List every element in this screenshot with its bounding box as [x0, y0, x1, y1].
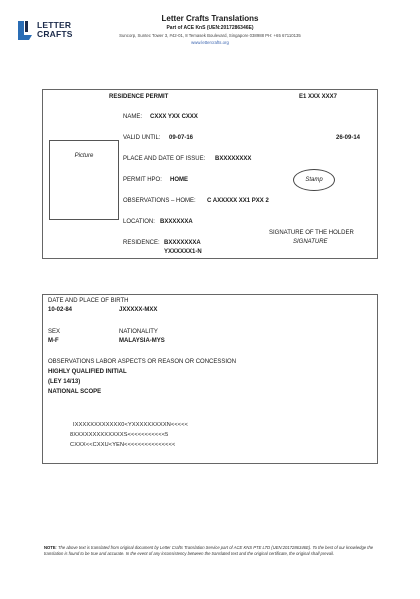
picture-label: Picture: [74, 153, 94, 159]
birth-place-value: JXXXXX-MXX: [119, 307, 158, 313]
logo-line-2: CRAFTS: [37, 29, 73, 39]
residence-value-line-2: YXXXXXX1-N: [164, 249, 202, 255]
logo-line-1: LETTER: [37, 20, 72, 30]
place-issue-value: BXXXXXXXX: [215, 156, 252, 162]
valid-until-label: VALID UNTIL:: [123, 135, 161, 141]
mrz-line-1: IXXXXXXXXXXXX0<YXXXXXXXXXN<<<<<: [73, 422, 189, 428]
sex-label: SEX: [48, 329, 61, 335]
translation-note: [44, 545, 380, 557]
sex-value: M-F: [48, 338, 59, 344]
residence-permit-front: [42, 89, 378, 259]
stamp-label: Stamp: [305, 177, 323, 183]
name-label: NAME:: [123, 114, 143, 120]
signature-value: SIGNATURE: [293, 239, 328, 245]
stamp-placeholder: [293, 169, 335, 191]
observations-line-2: (LEY 14/13): [48, 379, 81, 385]
permit-hpo-label: PERMIT HPO:: [123, 177, 162, 183]
signature-heading: SIGNATURE OF THE HOLDER: [269, 230, 354, 236]
company-subtitle: Part of ACE KnS (UEN:2017286346E): [166, 25, 254, 31]
location-value: BXXXXXXA: [160, 219, 193, 225]
mrz-line-2: 8XXXXXXXXXXXXXS<<<<<<<<<<<5: [70, 432, 169, 438]
residence-permit-back: [42, 294, 378, 464]
residence-label: RESIDENCE:: [123, 240, 160, 246]
company-website-link[interactable]: www.lettercrafts.org: [191, 40, 229, 45]
permit-hpo-value: HOME: [170, 177, 188, 183]
permit-heading: RESIDENCE PERMIT: [109, 94, 169, 100]
nationality-value: MALAYSIA-MYS: [119, 338, 165, 344]
birth-date-value: 10-02-84: [48, 307, 73, 313]
valid-until-value: 09-07-16: [169, 135, 194, 141]
mrz-line-3: CXXX<<CXXU<YEN<<<<<<<<<<<<<<<: [70, 442, 176, 448]
permit-number: E1 XXX XXX7: [299, 94, 338, 100]
observations-home-label: OBSERVATIONS – HOME:: [123, 198, 196, 204]
birth-label: DATE AND PLACE OF BIRTH: [48, 298, 129, 304]
issue-date-value: 26-09-14: [336, 135, 361, 141]
residence-value-line-1: BXXXXXXXA: [164, 240, 201, 246]
note-label: NOTE: [44, 545, 56, 550]
observations-line-3: NATIONAL SCOPE: [48, 389, 102, 395]
observations-home-value: C AXXXXX XX1 PXX 2: [207, 198, 269, 204]
name-value: CXXX YXX CXXX: [150, 114, 198, 120]
note-text: : The above text is translated from original document by Letter Crafts Translation Service part of ACE KNS PTE LTD (UEN:2017286346E). To the best of our knowledge the translation is found to be true and accurate. In the event of any inconsistency between the translated text and the original certificate, the original shall prevail.: [44, 545, 374, 556]
place-issue-label: PLACE AND DATE OF ISSUE:: [123, 156, 206, 162]
company-address: Suncorp, Suntec Tower 3, #42-01, 8 Temasek Boulevard, Singapore 038988 PH: +65 67110135: [119, 33, 301, 38]
observations-labor-label: OBSERVATIONS LABOR ASPECTS OR REASON OR CONCESSION: [48, 359, 237, 365]
observations-line-1: HIGHLY QUALIFIED INITIAL: [48, 369, 127, 375]
company-title: Letter Crafts Translations: [161, 14, 259, 23]
photo-placeholder: [49, 140, 119, 220]
location-label: LOCATION:: [123, 219, 155, 225]
nationality-label: NATIONALITY: [119, 329, 158, 335]
